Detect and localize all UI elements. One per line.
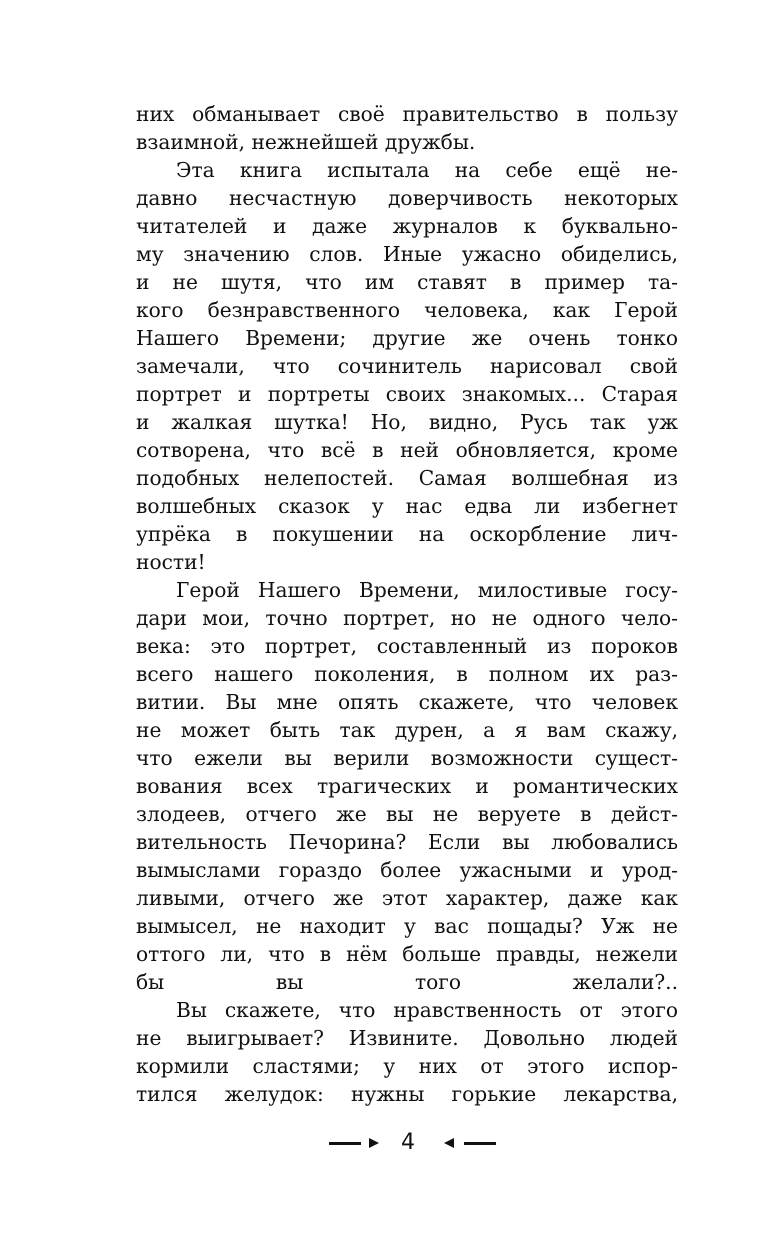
arrow-left-icon bbox=[444, 1138, 454, 1148]
text-line: Герой Нашего Времени, милостивые госу- bbox=[176, 578, 678, 602]
text-line: взаимной, нежнейшей дружбы. bbox=[136, 130, 476, 154]
footer-rule-right bbox=[464, 1142, 496, 1145]
text-line: не может быть так дурен, а я вам скажу, bbox=[136, 718, 678, 742]
text-line: давно несчастную доверчивость некоторых bbox=[136, 186, 678, 210]
text-line: упрёка в покушении на оскорбление лич- bbox=[136, 522, 678, 546]
text-line: вымысел, не находит у вас пощады? Уж не bbox=[136, 914, 678, 938]
text-line: оттого ли, что в нём больше правды, нежели bbox=[136, 942, 678, 966]
text-line: Нашего Времени; другие же очень тонко bbox=[136, 326, 678, 350]
text-line: всего нашего поколения, в полном их раз- bbox=[136, 662, 678, 686]
text-line: вымыслами гораздо более ужасными и урод- bbox=[136, 858, 678, 882]
page-number: 4 bbox=[401, 1130, 415, 1155]
text-line: ливыми, отчего же этот характер, даже как bbox=[136, 886, 678, 910]
text-line: злодеев, отчего же вы не веруете в дейст- bbox=[136, 802, 678, 826]
page-footer bbox=[0, 1126, 768, 1160]
text-line: портрет и портреты своих знакомых... Старая bbox=[136, 382, 678, 406]
text-line: замечали, что сочинитель нарисовал свой bbox=[136, 354, 678, 378]
text-line: кого безнравственного человека, как Герой bbox=[136, 298, 678, 322]
text-line: витии. Вы мне опять скажете, что человек bbox=[136, 690, 678, 714]
text-line: вования всех трагических и романтических bbox=[136, 774, 678, 798]
text-line: и жалкая шутка! Но, видно, Русь так уж bbox=[136, 410, 678, 434]
text-line: волшебных сказок у нас едва ли избегнет bbox=[136, 494, 678, 518]
text-line: и не шутя, что им ставят в пример та- bbox=[136, 270, 678, 294]
text-line: бы вы того желали?.. bbox=[136, 970, 678, 994]
text-line: Вы скажете, что нравственность от этого bbox=[176, 998, 678, 1022]
text-line: подобных нелепостей. Самая волшебная из bbox=[136, 466, 678, 490]
text-line: читателей и даже журналов к буквально- bbox=[136, 214, 678, 238]
text-line: что ежели вы верили возможности сущест- bbox=[136, 746, 678, 770]
text-line: Эта книга испытала на себе ещё не- bbox=[176, 158, 678, 182]
text-line: му значению слов. Иные ужасно обиделись, bbox=[136, 242, 678, 266]
text-line: тился желудок: нужны горькие лекарства, bbox=[136, 1082, 678, 1106]
text-line: вительность Печорина? Если вы любовались bbox=[136, 830, 678, 854]
body-text bbox=[136, 100, 678, 1108]
text-line: века: это портрет, составленный из пороков bbox=[136, 634, 678, 658]
text-line: них обманывает своё правительство в пользу bbox=[136, 102, 678, 126]
footer-rule-left bbox=[329, 1142, 361, 1145]
text-line: ности! bbox=[136, 550, 206, 574]
text-line: не выигрывает? Извините. Довольно людей bbox=[136, 1026, 678, 1050]
text-line: кормили сластями; у них от этого испор- bbox=[136, 1054, 678, 1078]
arrow-right-icon bbox=[369, 1138, 379, 1148]
text-line: дари мои, точно портрет, но не одного чело- bbox=[136, 606, 678, 630]
text-line: сотворена, что всё в ней обновляется, кроме bbox=[136, 438, 678, 462]
